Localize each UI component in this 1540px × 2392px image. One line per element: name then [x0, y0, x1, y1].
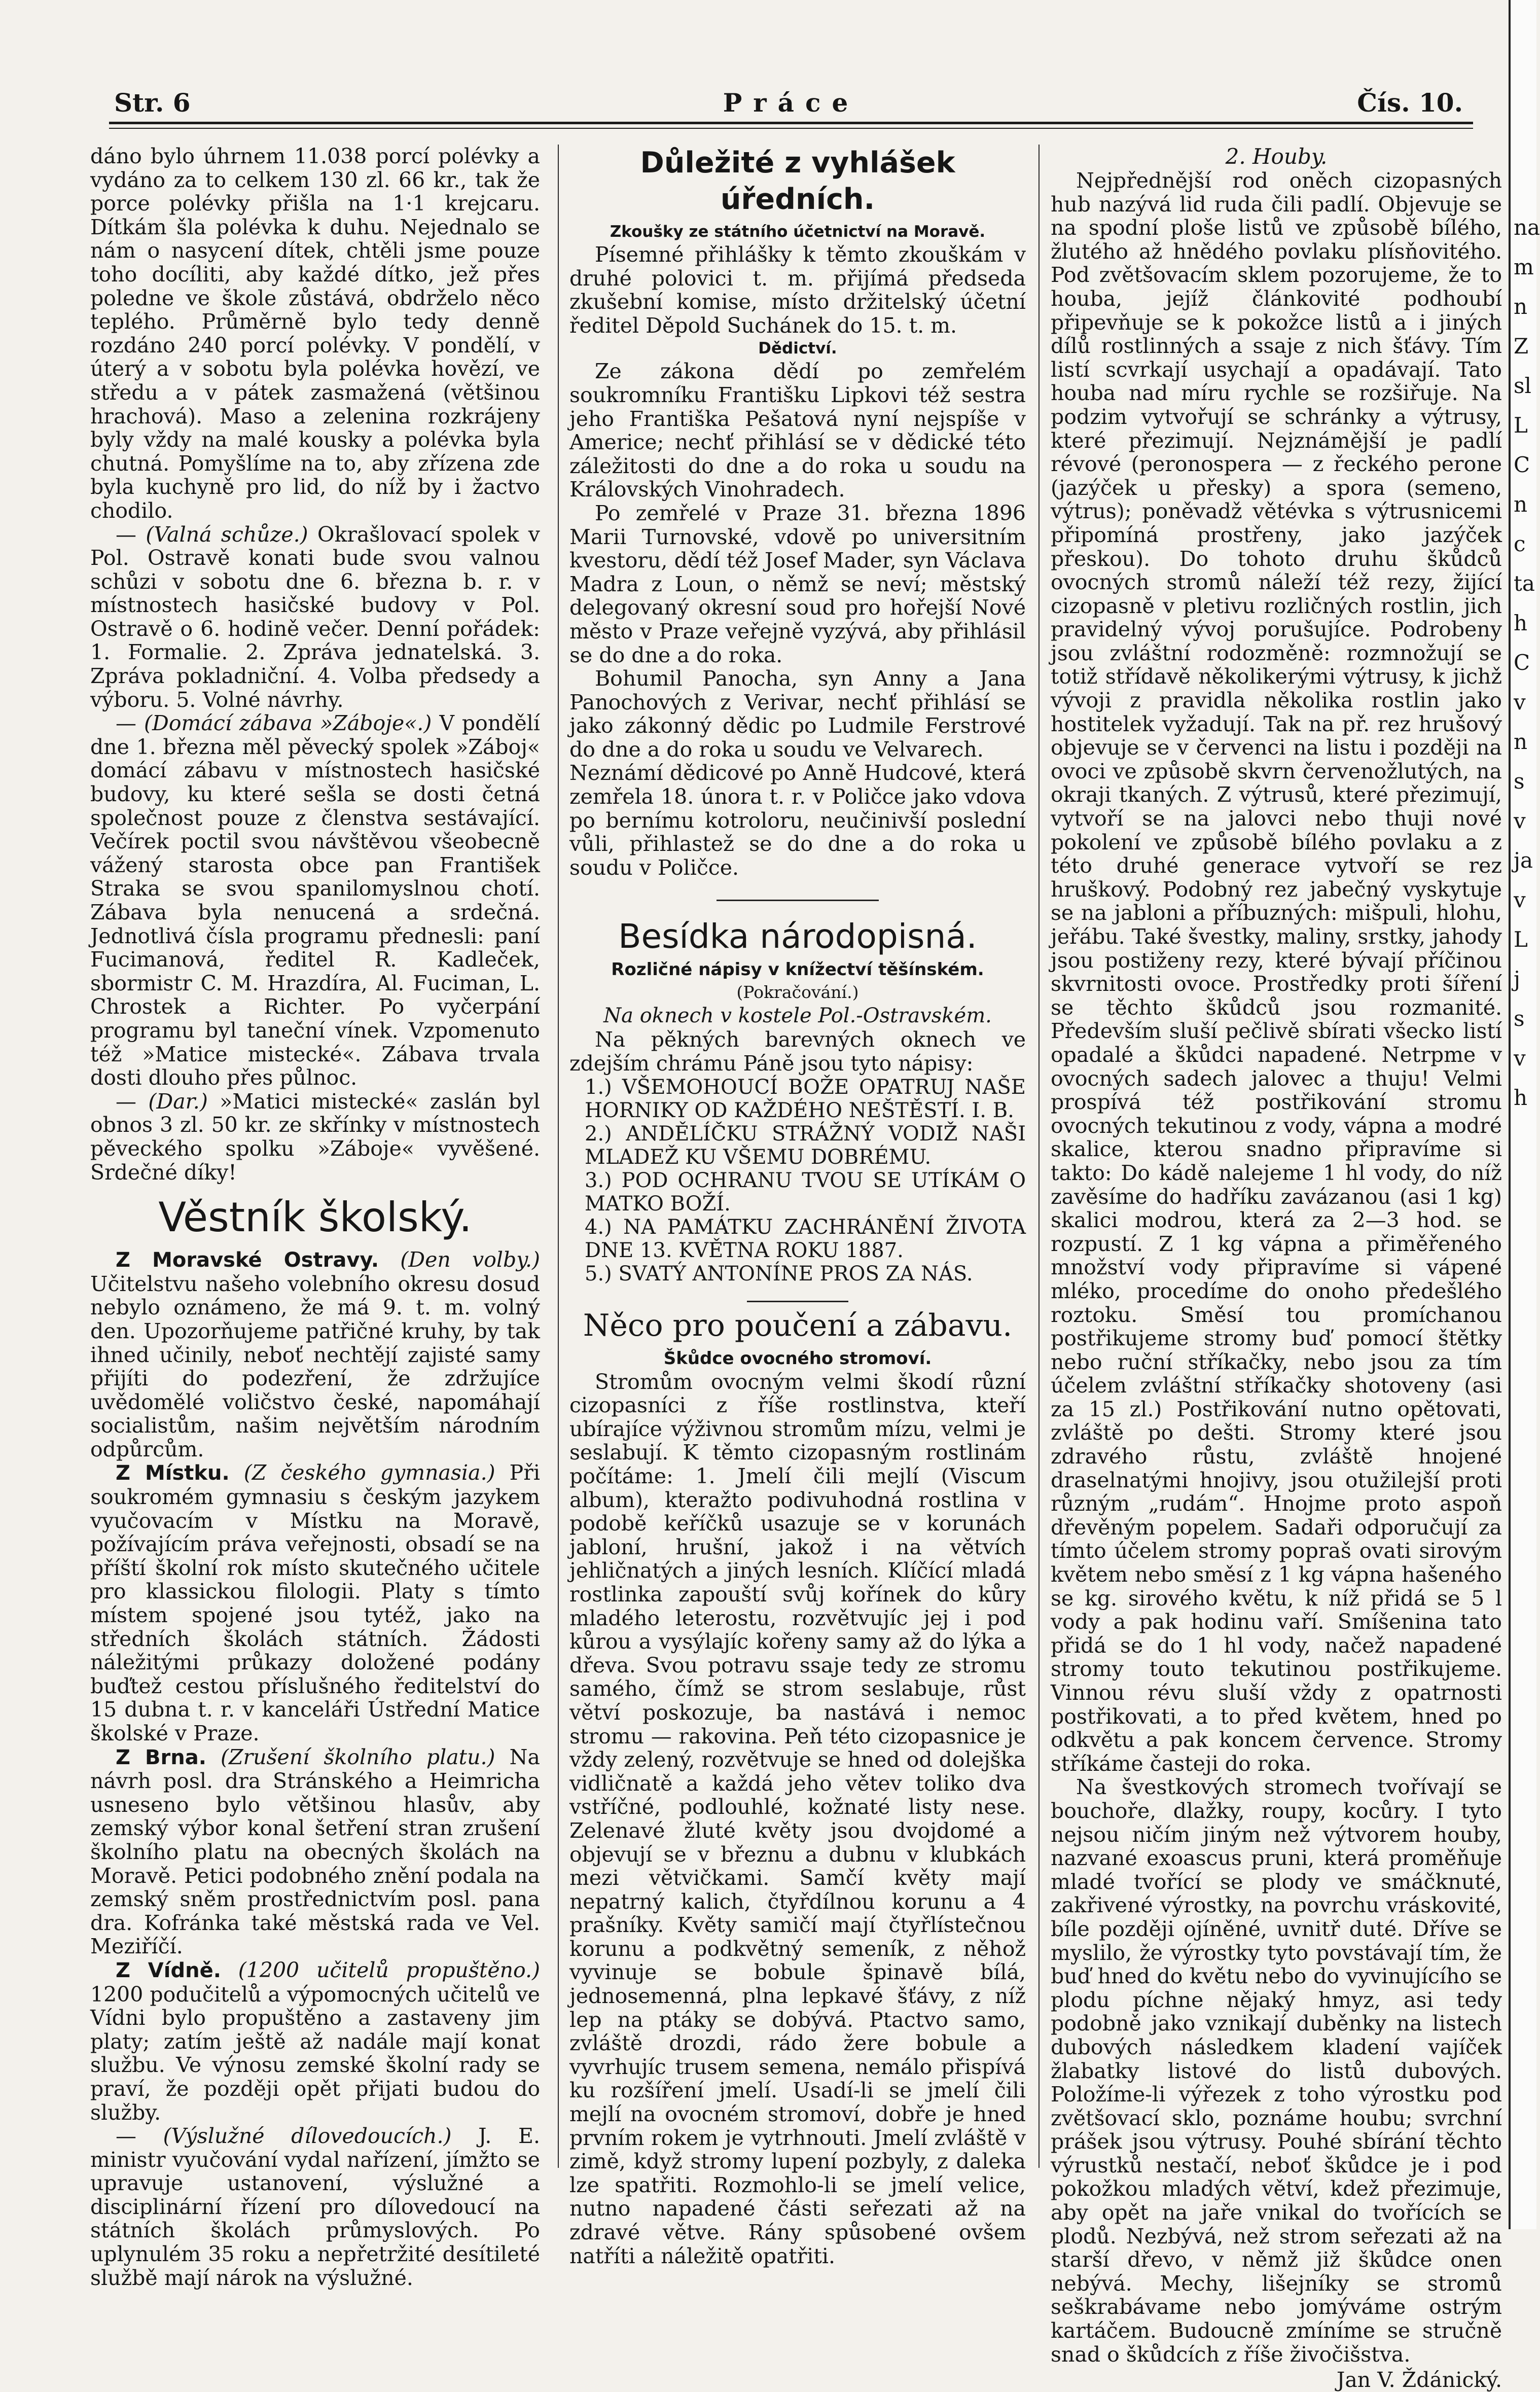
page-edge-line — [1509, 0, 1511, 2229]
school-news-mistek: Z Místku. (Z českého gymnasia.) Při soukromém gymnasiu s českým jazykem vyučovacím v Místku na Moravě, požívajícím práva veřejnosti, obsadí se na příští školní rok místo skutečného učitele pro klassickou filologii. Platy s tímto místem spojené jsou tytéž, jako na středních školách státních. Žádosti náležitými průkazy doložené podány buďtež cestou příslušného ředitelství do 15 dubna t. r. v kanceláři Ústřední Matice školské v Praze. — [90, 1460, 540, 1745]
location-heading: Na oknech v kostele Pol.-Ostravském. — [603, 1004, 992, 1028]
section-official-notices: Důležité z vyhlášek úředních. — [640, 146, 955, 216]
notice-gift: — (Dar.) »Matici mistecké« zaslán byl obnos 3 zl. 50 kr. ze skřínky v místnostech pěveckého spolku »Záboje« vyvěšené. Srdečné díky! — [90, 1089, 540, 1185]
inscription-4: 4.) NA PAMÁTKU ZACHRÁNĚNÍ ŽIVOTA DNE 13. KVĚTNA ROKU 1887. — [585, 1215, 1026, 1262]
adjacent-page-fragments: na m n Z sl L C n c ta h C v n s v ja v L j s v h — [1514, 215, 1540, 1110]
notice-general-meeting: — (Valná schůze.) Okrašlovací spolek v Pol. Ostravě konati bude svou valnou schůzi v sobotu dne 6. března b. r. v místnostech hasičské budovy v Pol. Ostravě o 6. hodině večer. Denní pořádek: 1. Formalie. 2. Zpráva jednatelská. 3. Zpráva pokladniční. 4. Volba předsedy a výboru. 5. Volné návrhy. — [90, 522, 540, 712]
inscription-3: 3.) POD OCHRANU TVOU SE UTÍKÁM O MATKO BOŽÍ. — [585, 1168, 1026, 1216]
header-rule — [109, 122, 1473, 124]
school-news-vienna: Z Vídně. (1200 učitelů propuštěno.) 1200 podučitelů a výpomocných učitelů ve Vídni bylo propuštěno a zastaveny jim platy; zatím ještě až nadále mají konat službu. Ve výnosu zemské školní rady se praví, že později opět přijati budou do služby. — [90, 1957, 540, 2125]
subheading-pests: Škůdce ovocného stromoví. — [663, 1348, 932, 1369]
inscription-5: 5.) SVATÝ ANTONÍNE PROS ZA NÁS. — [585, 1262, 973, 1286]
inscriptions-intro: Na pěkných barevných oknech ve zdejším chrámu Páně jsou tyto nápisy: — [569, 1027, 1026, 1076]
inheritance-3: Bohumil Panocha, syn Anny a Jana Panochových z Verivar, nechť přihlásí se jako zákonný dědic po Ludmile Ferstrové do dne a do roka u soudu ve Velvarech. — [569, 666, 1026, 762]
page-header — [109, 84, 1473, 124]
inheritance-1: Ze zákona dědí po zemřelém soukromníku Františku Lipkovi též sestra jeho Františka Pešatová nyní nejspíše v Americe; nechť přihlásí se v dědické této záležitosti do dne a do roka u soudu na Královských Vinohradech. — [569, 359, 1026, 502]
fungi-heading: 2. Houby. — [1225, 144, 1328, 169]
section-divider — [717, 900, 879, 901]
section-ethnography: Besídka národopisná. — [618, 917, 977, 956]
subheading-exams: Zkoušky ze státního účetnictví na Moravě. — [610, 223, 986, 241]
soup-report: dáno bylo úhrnem 11.038 porcí polévky a vydáno za to celkem 130 zl. 66 kr., tak že porce polévky přišla na 1·1 krejcaru. Dítkám šla polévka k duhu. Nejednalo se nám o nasycení dítek, chtěli jsme pouze toho docíliti, aby každé dítko, jež přes poledne ve škole zůstává, obdrželo něco teplého. Průměrně bylo tedy denně rozdáno 240 porcí polévky. V pondělí, v úterý a v sobotu byla polévka hovězí, ve středu a v pátek zasmažená (většinou hrachová). Maso a zelenina rozkrájeny byly vždy na malé kousky a polévka byla chutná. Pomyšlíme na to, aby zřízena zde byla kuchyně pro lid, do níž by i žactvo chodilo. — [90, 144, 540, 523]
inscription-2: 2.) ANDĚLÍČKU STRÁŽNÝ VODIŽ NAŠI MLADEŽ KU VŠEMU DOBRÉMU. — [585, 1122, 1026, 1169]
school-news-brno: Z Brna. (Zrušení školního platu.) Na návrh posl. dra Stránského a Heimricha usneseno bylo většinou hlasův, aby zemský výbor konal šetření stran zrušení školního platu na obecných školách na Moravě. Petici podobného znění podala na zemský sněm prostřednictvím posl. pana dra. Kofránka také městská rada ve Vel. Meziříčí. — [90, 1744, 540, 1959]
subheading-inheritance: Dědictví. — [758, 339, 837, 358]
column-left — [90, 144, 540, 2290]
continuation-note: (Pokračování.) — [736, 982, 859, 1003]
issue-number: Čís. 10. — [1357, 88, 1463, 118]
fungi-text: Nejpřednější rod oněch cizopasných hub nazývá lid ruda čili padlí. Objevuje se na spodní ploše listů ve způsobě bílého, žlutého až hnědého povlaku plísňovitého. Pod zvětšovacím sklem pozorujeme, že to houba, jejíž článkovité podhoubí připevňuje se k pokožce listů a i jiných dílů rostlinných a ssaje z nich šťávy. Tím listí scvrkají usychají a opadávají. Tato houba nad míru rychle se rozšiřuje. Na podzim vytvořují se schránky a výtrusy, které přezimují. Nejznámější je padlí révové (peronospera — z řeckého perone (jazýček u přesky) a spora (semeno, výtrus); poněvadž větévka s výtrusnicemi připomíná prostřeny, jako jazýček přeskou). Do tohoto druhu škůdců ovocných stromů náleží též rezy, žijící cizopasně v pletivu rozličných rostlin, jich pravidelný vývoj porušujíce. Podrobeny jsou zvláštní rodozměně: rozmnožují se totiž střídavě několikerými výtrusy, k jichž vývoji z pravidla několika rostlin jako hostitelek vyžadují. Tak na př. rez hrušový objevuje se v červenci na listu i později na ovoci ve způsobě skvrn červenožlutých, na okraji tkaných. Z výtrusů, které přezimují, vytvoří se na jalovci nebo thuji nové pokolení ve způsobě bílého povlaku a z této druhé generace vytvoří se rez hruškový. Podobný rez jabečný vyskytuje se na jabloni a příbuzných: mišpuli, hlohu, jeřábu. Také švestky, maliny, srstky, jahody jsou postiženy rezy, které bývají příčinou skvrnitosti ovoce. Prostředky proti šíření se těchto škůdců jsou rozmanité. Především sluší pečlivě sbírati všecko listí opadalé a škůdci napadené. Netrpme v ovocných sadech jalovec a thuju! Velmi prospívá též postřikování stromu ovocných tekutinou z vody, vápna a modré skalice, kterou snadno připravíme si takto: Do kádě nalejeme 1 hl vody, do níž zavěsíme do hadříku zavázanou (asi 1 kg) skalici modrou, která za 2—3 hod. se rozpustí. Z 1 kg vápna a přiměřeného množství vody připravíme si vápené mléko, procedíme do onoho předešlého roztoku. Směsí tou promíchanou postřikujeme stromy buď pomocí štětky nebo ruční stříkačky, nebo jsou za tím účelem zvláštní stříkačky shotoveny (asi za 15 zl.) Postřikování nutno opětovati, zvláště po dešti. Stromy které jsou zdravého růstu, zvláště hnojené draselnatými hnojivy, jsou otužilejší proti různým „rudám“. Hnojme proto aspoň dřevěným popelem. Sadaři odporučují za tímto účelem stromy popraš ovati sirovým květem nebo směsí z 1 kg vápna hašeného se kg. sirového květu, k níž přidá se 5 l vody a pak hodinu vaří. Smíšenina tato přidá se do 1 hl vody, načež napadené stromy touto tekutinou postřikujeme. Vinnou révu sluší vždy z opatrnosti postřikovati, a to před květem, hned po odkvětu a pak koncem července. Stromy stříkáme časteji do roka. — [1051, 168, 1502, 1776]
school-news-pension: — (Výslužné dílovedoucích.) J. E. ministr vyučování vydal nařízení, jímžto se upravuje ustanovení, výslužné a disciplinární řízení pro dílovedoucí na státních školách průmyslových. Po uplynulém 35 roku a nepřetržité desítileté službě mají nárok na výslužné. — [90, 2124, 540, 2290]
column-divider-1 — [558, 145, 559, 2168]
adjacent-page-edge — [1509, 0, 1540, 2229]
column-divider-2 — [1038, 145, 1040, 2168]
column-middle — [569, 145, 1026, 2268]
page-number: Str. 6 — [114, 88, 191, 118]
section-education: Něco pro poučení a zábavu. — [583, 1307, 1013, 1343]
notice-home-party: — (Domácí zábava »Záboje«.) V pondělí dne 1. března měl pěvecký spolek »Záboj« domácí zábavu v místnostech hasičské budovy, ku které sešla se dosti četná společnost pouze z členstva sestávající. Večírek poctil svou návštěvou všeobecně vážený starosta obce pan František Straka se svou spanilomyslnou chotí. Zábava byla nenucená a srdečná. Jednotlivá čísla programu přednesli: paní Fucimanová, ředitel R. Kadleček, sbormistr C. M. Hrazdíra, Al. Fuciman, L. Chrostek a Richter. Po vyčerpání programu byl taneční vínek. Vzpomenuto též »Matice mistecké«. Zábava trvala dosti dlouho přes půlnoc. — [90, 711, 540, 1090]
section-school-news: Věstník školský. — [158, 1194, 472, 1241]
exam-notice: Písemné přihlášky k těmto zkouškám v druhé polovici t. m. přijímá předseda zkušební komise, místo držitelský účetní ředitel Děpold Suchánek do 15. t. m. — [569, 242, 1026, 338]
column-right — [1051, 144, 1502, 2392]
section-divider-2 — [747, 1301, 848, 1302]
pests-text: Stromům ovocným velmi škodí různí cizopasníci z říše rostlinstva, kteří ubírajíce výživnou stromům mízu, velmi je seslabují. K těmto cizopasným rostlinám počítáme: 1. Jmelí čili mejlí (Viscum album), kteražto podivuhodná rostlina v podobě keříčků usazuje se v korunách jabloní, hrušní, jakož i na větvích jehličnatých a jiných lesních. Klíčící mladá rostlinka zapouští svůj kořínek do kůry mladého leterostu, rozvětvujíc jej i pod kůrou a vysýlajíc kořeny samy až do lýka a dřeva. Svou potravu ssaje tedy ze stromu samého, čímž se strom seslabuje, růst větví poskozuje, ba nastává i nemoc stromu — rakovina. Peň této cizopasnice je vždy zelený, rozvětvuje se hned od dolejška vidličnatě a každá jeho větev toliko dva vstříčné, podlouhlé, kožnaté listy nese. Zelenavé žluté květy jsou dvojdomé a objevují se v březnu a dubnu v klubkách mezi větvičkami. Samčí květy mají nepatrný kalich, čtyřdílnou korunu a 4 prašníky. Květy samičí mají čtyřlístečnou korunu a podkvětný semeník, z něhož vyvinuje se bobule špinavě bílá, jednosemenná, plna lepkavé šťávy, z níž lep na ptáky se dobývá. Ptactvo samo, zvláště drozdi, rádo žere bobule a vyvrhujíc trusem semena, nemálo přispívá ku rozšíření jmelí. Usadí-li se jmelí čili mejlí na ovocném stromoví, dobře je hned prvním rokem je vytrhnouti. Jmelí zvláště v zimě, když stromy lupení pozbyly, z daleka lze spatřiti. Rozmohlo-li se jmelí velice, nutno napadené části seřezati až na zdravé větve. Rány spůsobené ovšem natříti a náležitě opatřiti. — [569, 1369, 1026, 2268]
inscription-1: 1.) VŠEMOHOUCÍ BOŽE OPATRUJ NAŠE HORNIKY OD KAŽDÉHO NEŠTĚSTÍ. I. B. — [585, 1075, 1026, 1122]
plum-fungi-text: Na švestkových stromech tvořívají se bouchoře, dlažky, roupy, kocůry. I tyto nejsou ničím jiným než výtvorem houby, nazvané exoascus pruni, která proměňuje mladé tvořící se plody ve smáčknuté, zakřivené výrostky, na povrchu vráskovité, bíle později ojíněné, uvnitř duté. Dříve se myslilo, že výrostky tyto povstávají tím, že buď hned do květu nebo do vyvinujícího se plodu píchne nějaký hmyz, asi tedy podobně jako vznikají duběnky na listech dubových následkem kladení vajíček žlabatky listové do listů dubových. Položíme-li výřezek z toho výrostku pod zvětšovací sklo, poznáme houbu; svrchní prášek jsou výtrusy. Pouhé sbírání těchto výrustků nestačí, neboť škůdce je i pod pokožkou mladých větví, kdež přezimuje, aby opět na jaře vnikal do tvořících se plodů. Nezbývá, než strom seřezati až na starší dřevo, v němž již škůdce onen nebývá. Mechy, lišejníky se stromů seškrabávame nebo jomýváme ostrým kartáčem. Budoucně zmíníme se stručně snad o škůdcích z říše živočišstva. — [1051, 1775, 1502, 2367]
school-news-ostrava: Z Moravské Ostravy. (Den volby.) Učitelstvu našeho volebního okresu dosud nebylo oznámeno, že má 9. t. m. volný den. Upozorňujeme patřičné kruhy, by tak ihned učinily, neboť nechtějí zajisté samy přijíti do podezření, že zdržujíce uvědomělé voličstvo české, napomáhají socialistům, našim největším národním odpůrcům. — [90, 1247, 540, 1461]
inheritance-2: Po zemřelé v Praze 31. března 1896 Marii Turnovské, vdově po universitním kvestoru, dědí též Josef Mader, syn Václava Madra z Loun, o němž se neví; městský delegovaný okresní soud pro hořejší Nové město v Praze veřejně vyzývá, aby přihlásil se do dne a do roka. — [569, 501, 1026, 667]
newspaper-title: Práce — [723, 88, 859, 118]
subheading-inscriptions: Rozličné nápisy v knížectví těšínském. — [611, 959, 984, 980]
author-signature: Jan V. Ždánický. — [1336, 2368, 1502, 2392]
inheritance-4: Neznámí dědicové po Anně Hudcové, která zemřela 18. února t. r. v Poličce jako vdova po bernímu kotroloru, neučinivší poslední vůli, přihlastež se do dne a do roka u soudu v Poličce. — [569, 761, 1026, 880]
header-rule-thin — [109, 128, 1473, 129]
